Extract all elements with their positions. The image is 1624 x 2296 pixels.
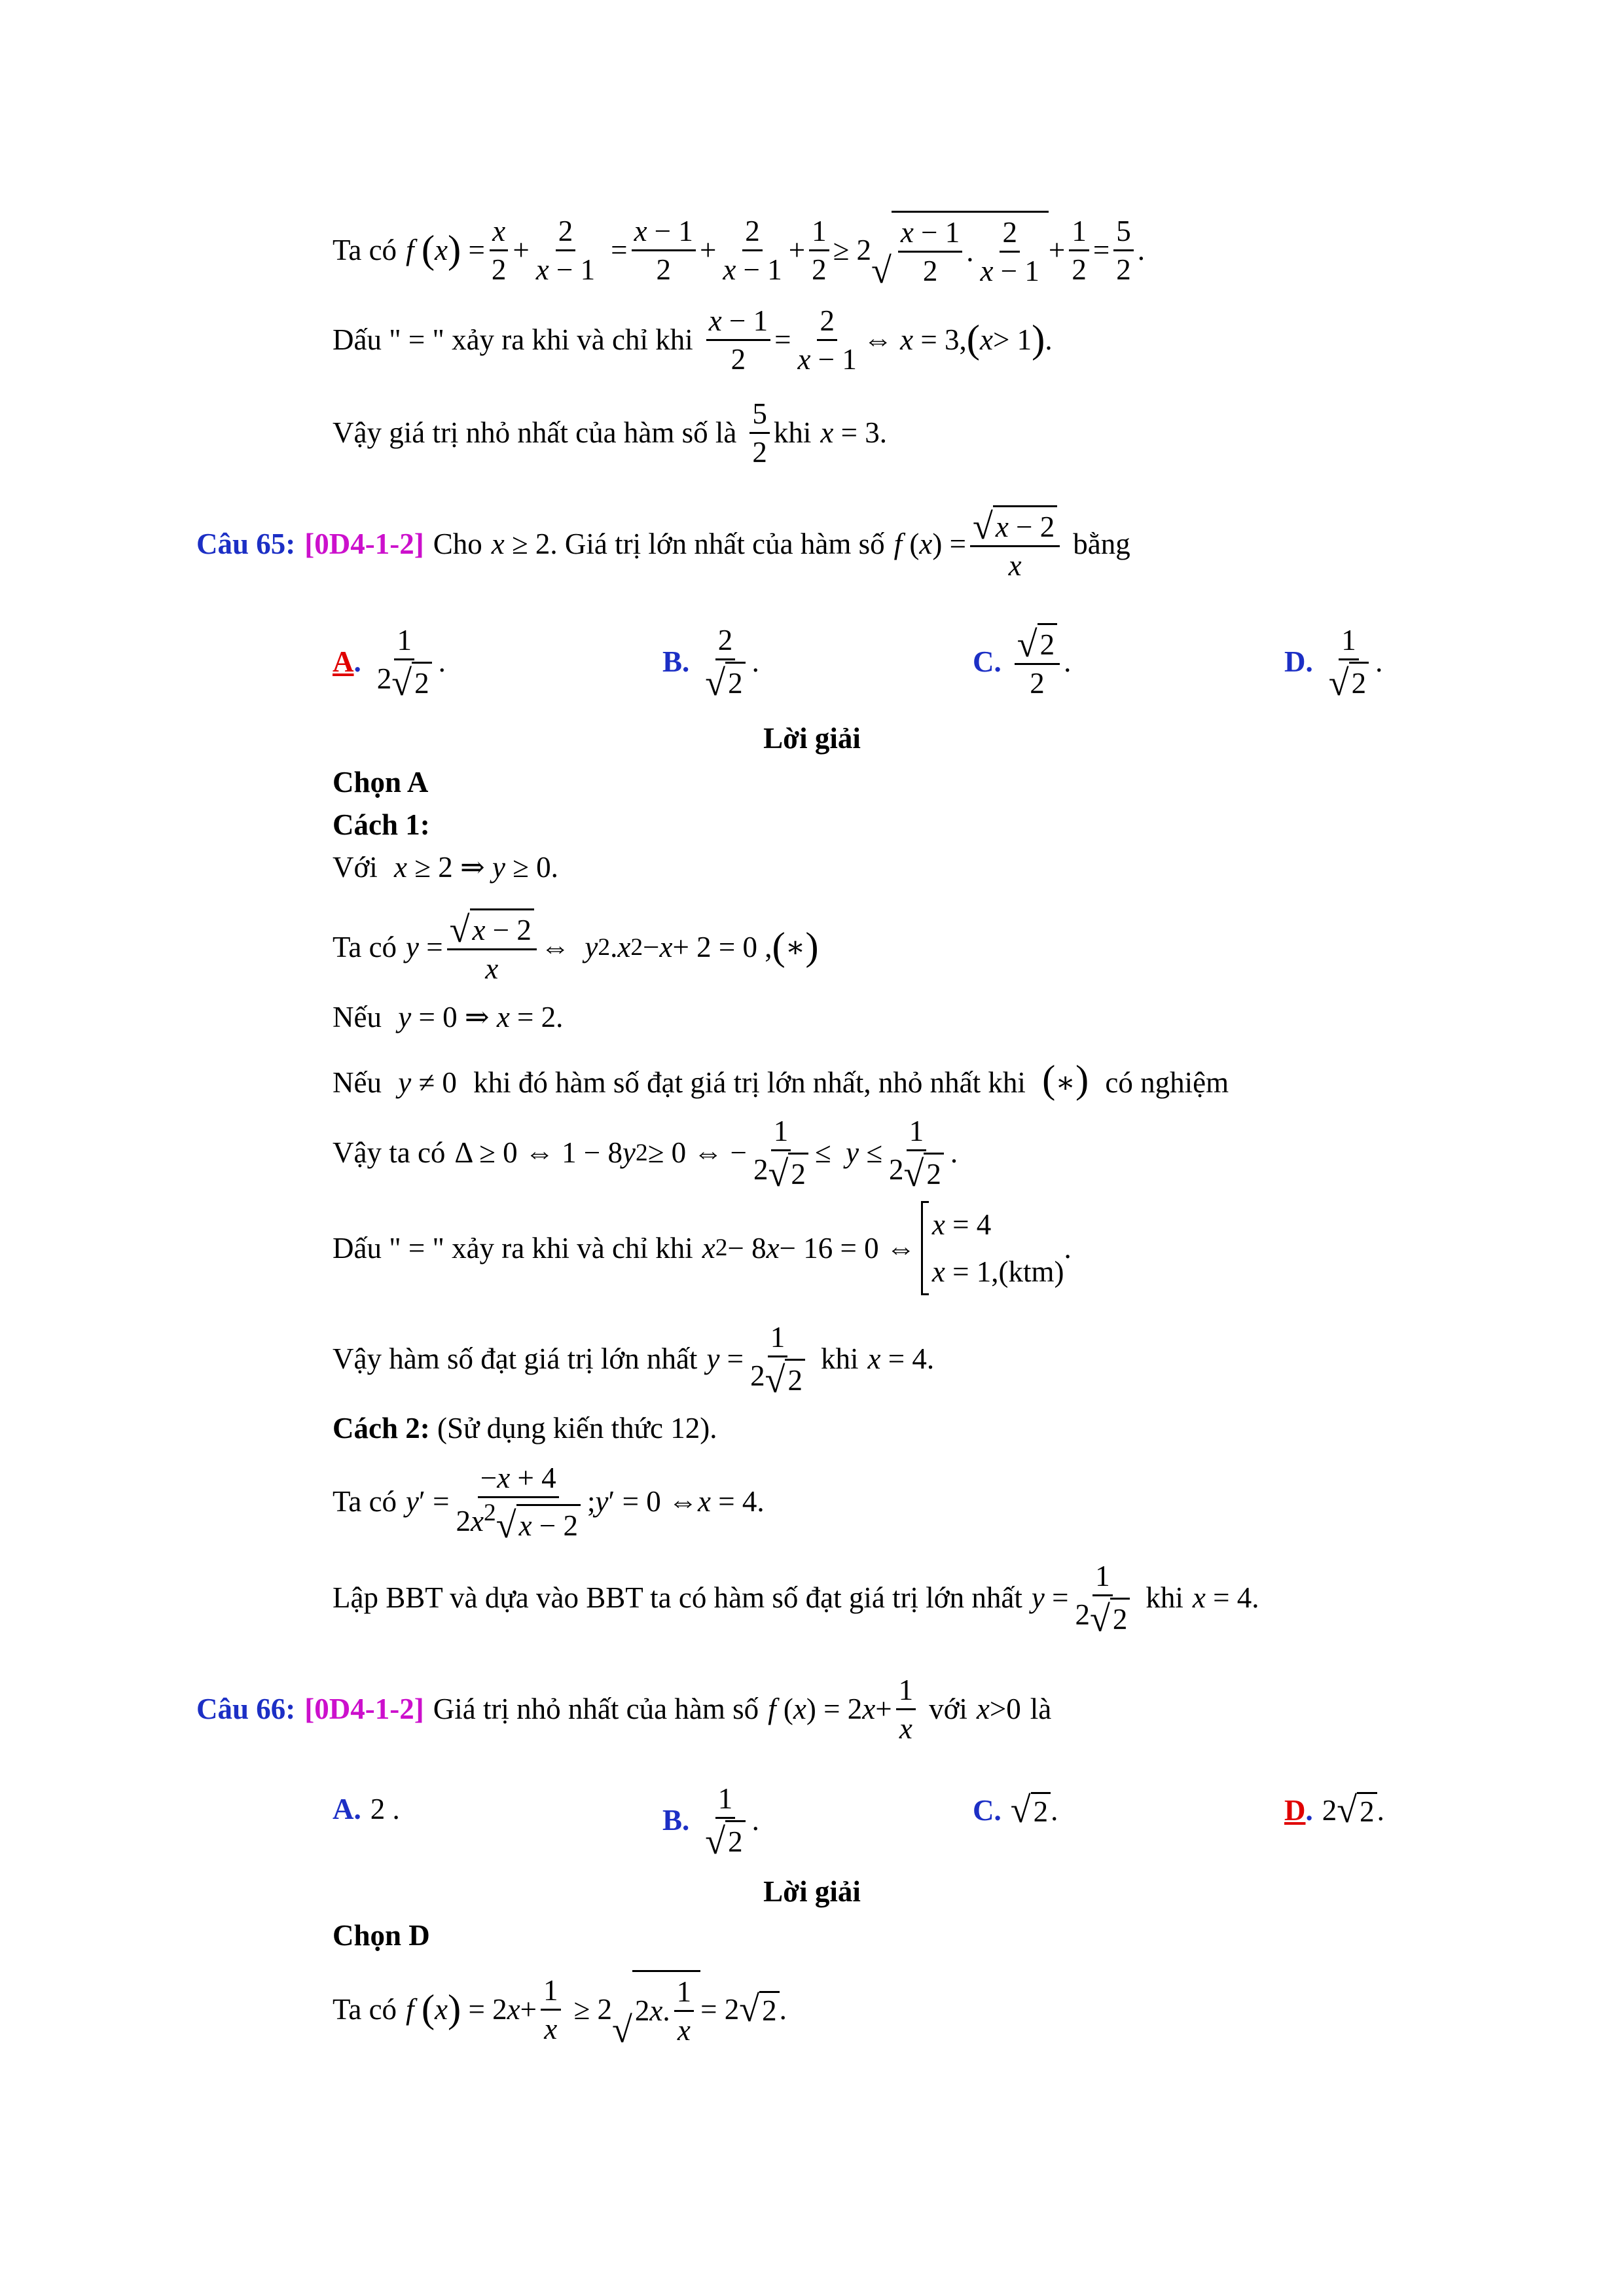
q65-line-2: Ta có y = √ x − 2 x ⇔ y 2 . x 2 − x + 2 = 0 , ( ∗ ): [333, 907, 819, 988]
q65-option-b[interactable]: B . 2 √ 2 .: [662, 622, 759, 702]
q65-solution-title: Lời giải: [763, 722, 861, 755]
q65-choice: Chọn A: [333, 766, 429, 798]
q66-option-b[interactable]: B . 1 √ 2 .: [662, 1780, 759, 1861]
q66-option-d[interactable]: D . 2 √ 2 .: [1284, 1790, 1384, 1831]
q66-line-1: Ta có f ( x ) = 2 x + 1 x ≥ 2 √ 2 x . 1 x = 2 √ 2 .: [333, 1970, 787, 2049]
q66-tag: [0D4-1-2]: [304, 1693, 424, 1726]
q64-line-2: Dấu " = " xảy ra khi và chỉ khi x − 1 2 = 2 x − 1 ⇔ x = 3, ( x > 1 ) .: [333, 302, 1053, 378]
q66-option-c[interactable]: C . √ 2 .: [973, 1790, 1058, 1831]
q66-label: Câu 66:: [196, 1693, 296, 1726]
q65-option-d[interactable]: D . 1 √ 2 .: [1284, 622, 1382, 702]
q65-method-1: Cách 1:: [333, 808, 430, 841]
q65-question: Câu 65: [0D4-1-2] Cho x ≥ 2 . Giá trị lớn nhất của hàm số f ( x ) = √ x − 2 x bằng: [196, 504, 1130, 584]
q66-question: Câu 66: [0D4-1-2] Giá trị nhỏ nhất của hàm số f ( x ) = 2 x + 1 x với x >0 là: [196, 1672, 1051, 1748]
q66-solution-title: Lời giải: [763, 1875, 861, 1908]
q65-line-5: Vậy ta có Δ ≥ 0 ⇔ 1 − 8 y 2 ≥ 0 ⇔ − 1 2 √ 2 ≤ y ≤ 1 2 √ 2 .: [333, 1113, 958, 1193]
q65-label: Câu 65:: [196, 527, 296, 560]
q65-line-9: Lập BBT và dựa vào BBT ta có hàm số đạt giá trị lớn nhất y = 1 2 √ 2 khi x = 4.: [333, 1558, 1259, 1638]
q65-option-a[interactable]: A . 1 2 √ 2 .: [333, 622, 446, 702]
q66-choice: Chọn D: [333, 1919, 430, 1952]
q64-line-3: Vậy giá trị nhỏ nhất của hàm số là 5 2 khi x = 3.: [333, 395, 887, 471]
q65-line-7: Vậy hàm số đạt giá trị lớn nhất y = 1 2 √ 2 khi x = 4.: [333, 1319, 934, 1399]
q64-line-1: Ta có f ( x ) = x 2 + 2 x − 1 = x − 1 2 + 2 x − 1 + 1 2 ≥ 2 √ x − 1 2 . 2 x − 1 + 1 2 = 5 2 .: [333, 211, 1145, 290]
q65-tag: [0D4-1-2]: [304, 527, 424, 560]
q65-line-8: Ta có y ′ = −x + 4 $2x^2$ √ x − 2 ; y ′ = 0 ⇔ x = 4.: [333, 1460, 765, 1545]
q66-option-a[interactable]: A . 2 .: [333, 1793, 400, 1826]
q65-line-6: Dấu " = " xảy ra khi và chỉ khi x 2 − 8 x − 16 = 0 ⇔ x = 4 x = 1,(ktm) .: [333, 1201, 1072, 1295]
q65-line-4: Nếu y ≠ 0 khi đó hàm số đạt giá trị lớn nhất, nhỏ nhất khi (∗) có nghiệm: [333, 1058, 1229, 1102]
q65-option-c[interactable]: C . √ 2 2 .: [973, 622, 1071, 702]
q65-line-3: Nếu y = 0 ⇒ x = 2.: [333, 1001, 564, 1033]
q65-method-2: Cách 2: (Sử dụng kiến thức 12).: [333, 1412, 717, 1444]
q65-line-1: Với x ≥ 2 ⇒ y ≥ 0.: [333, 851, 558, 884]
